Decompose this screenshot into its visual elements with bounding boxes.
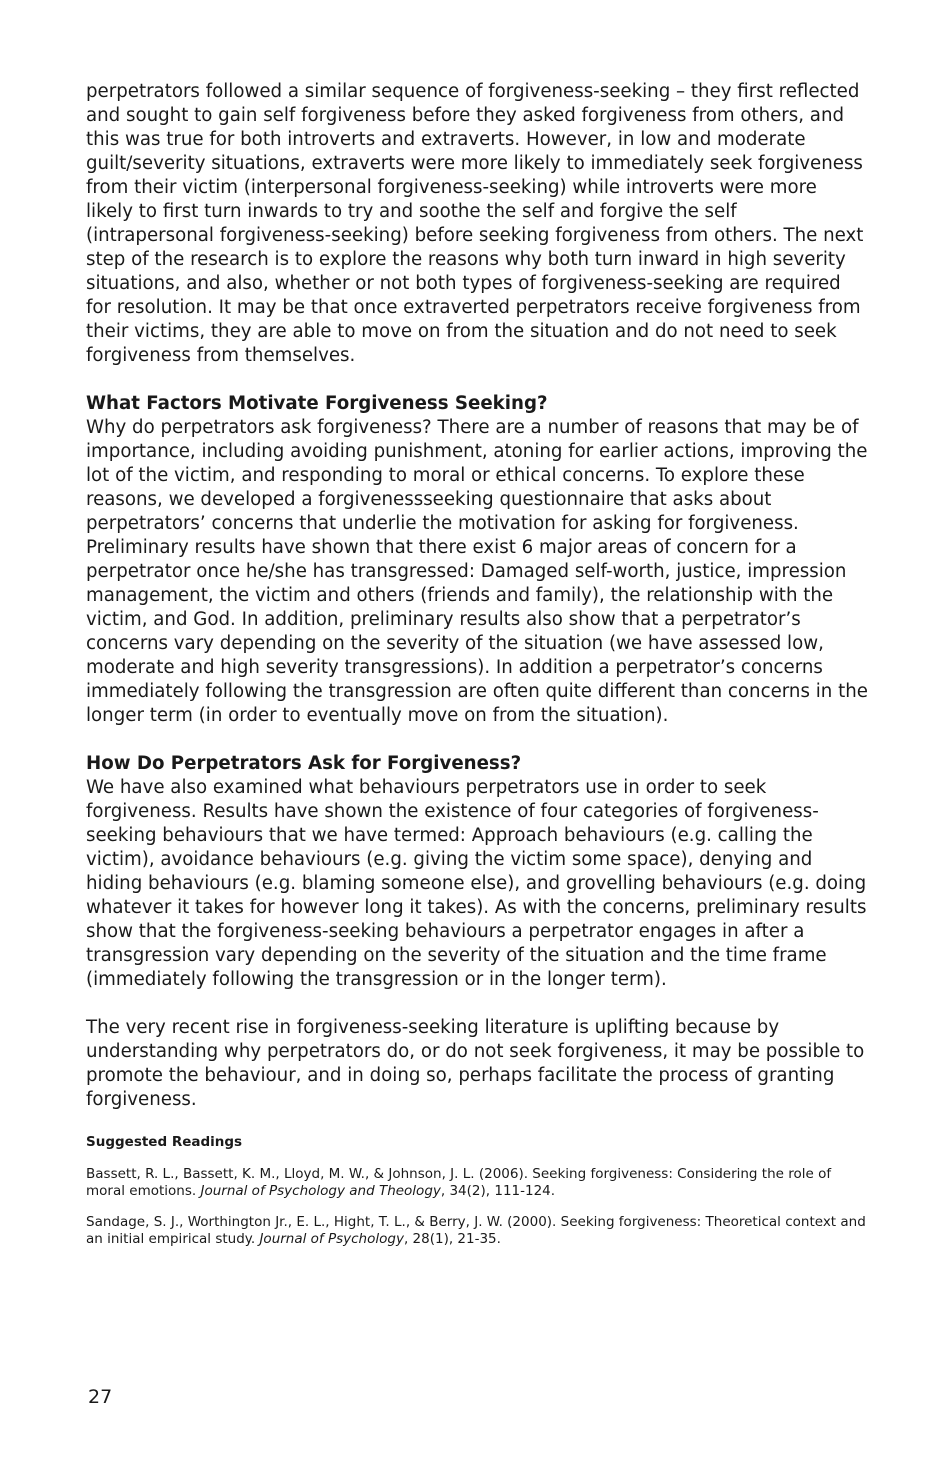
suggested-readings-title: Suggested Readings — [86, 1134, 243, 1150]
reference-details: , 34(2), 111-124. — [440, 1183, 556, 1199]
reference-item — [86, 1166, 868, 1200]
behaviours-paragraph: We have also examined what behaviours perpetrators use in order to seek forgiveness. Results have shown the existence of four categories of forgiveness-seeking behaviours that we have termed: Approach behaviours (e.g. calling the victim), avoidance behaviours (e.g. giving the victim some space), denying and hiding behaviours (e.g. blaming someone else), and grovelling behaviours (e.g. doing whatever it takes for however long it takes). As with the concerns, preliminary results show that the forgiveness-seeking behaviours a perpetrator engages in after a transgression vary depending on the severity of the situation and the time frame (immediately following the transgression or in the longer term). — [86, 777, 867, 990]
intro-paragraph: perpetrators followed a similar sequence of forgiveness-seeking – they first reflected and sought to gain self forgiveness before they asked forgiveness from others, and this was true for both introverts and extraverts. However, in low and moderate guilt/severity situations, extraverts were more likely to immediately seek forgiveness from their victim (interpersonal forgiveness-seeking) while introverts were more likely to first turn inwards to try and soothe the self and forgive the self (intrapersonal forgiveness-seeking) before seeking forgiveness from others. The next step of the research is to explore the reasons why both turn inward in high severity situations, and also, whether or not both types of forgiveness-seeking are required for resolution. It may be that once extraverted perpetrators receive forgiveness from their victims, they are able to move on from the situation and do not need to seek forgiveness from themselves. — [86, 81, 864, 366]
motivation-paragraph: Why do perpetrators ask forgiveness? There are a number of reasons that may be of importance, including avoiding punishment, atoning for earlier actions, improving the lot of the victim, and responding to moral or ethical concerns. To explore these reasons, we developed a forgivenessseeking questionnaire that asks about perpetrators’ concerns that underlie the motivation for asking for forgiveness. Preliminary results have shown that there exist 6 major areas of concern for a perpetrator once he/she has transgressed: Damaged self-worth, justice, impression management, the victim and others (friends and family), the relationship with the victim, and God. In addition, preliminary results also show that a perpetrator’s concerns vary depending on the severity of the situation (we have assessed low, moderate and high severity transgressions). In addition a perpetrator’s concerns immediately following the transgression are often quite different than concerns in the longer term (in order to eventually move on from the situation). — [86, 417, 868, 726]
reference-journal: Journal of Psychology and Theology — [200, 1183, 441, 1199]
reference-item — [86, 1214, 868, 1248]
section-heading-behaviours: How Do Perpetrators Ask for Forgiveness? — [86, 753, 522, 774]
reference-text: Sandage, S. J., Worthington Jr., E. L., Hight, T. L., & Berry, J. W. (2000). Seeking forgiveness: Theoretical context and an initial empirical study. — [86, 1214, 866, 1247]
page-number: 27 — [88, 1386, 113, 1408]
reference-journal: Journal of Psychology — [259, 1231, 404, 1247]
section-heading-motivation: What Factors Motivate Forgiveness Seeking? — [86, 393, 548, 414]
document-page — [86, 80, 868, 1248]
reference-details: , 28(1), 21-35. — [403, 1231, 501, 1247]
reference-text: Bassett, R. L., Bassett, K. M., Lloyd, M. W., & Johnson, J. L. (2006). Seeking forgiveness: Considering the role of moral emotions. — [86, 1166, 832, 1199]
closing-paragraph: The very recent rise in forgiveness-seeking literature is uplifting because by understanding why perpetrators do, or do not seek forgiveness, it may be possible to promote the behaviour, and in doing so, perhaps facilitate the process of granting forgiveness. — [86, 1017, 865, 1110]
